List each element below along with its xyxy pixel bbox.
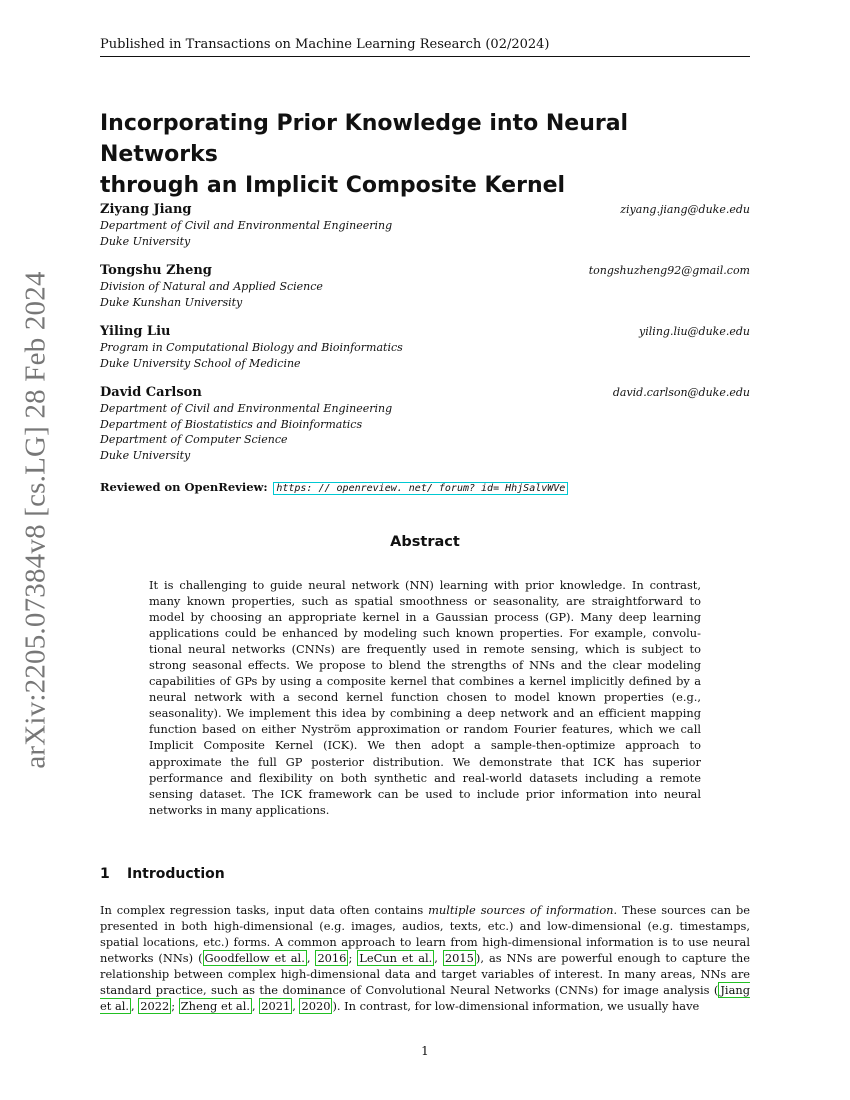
citation-link[interactable]: Goodfellow et al. xyxy=(204,951,305,966)
running-header: Published in Transactions on Machine Learning Research (02/2024) xyxy=(100,36,750,57)
citation-link[interactable]: Zheng et al. xyxy=(180,999,250,1014)
citation-separator: ; xyxy=(171,999,179,1014)
author-affiliation: Department of Biostatistics and Bioinformatics xyxy=(100,417,363,431)
citation-separator: , xyxy=(251,999,260,1014)
author-email[interactable]: david.carlson@duke.edu xyxy=(612,386,750,399)
section-title: Introduction xyxy=(127,866,225,882)
citation-separator: ; xyxy=(348,951,358,966)
author-email[interactable]: yiling.liu@duke.edu xyxy=(639,325,750,338)
title-line-2: through an Implicit Composite Kernel xyxy=(100,173,566,198)
author-name: David Carlson xyxy=(100,385,202,400)
citation-link[interactable]: 2016 xyxy=(317,951,347,966)
intro-text: ). In contrast, for low-dimensional information, we usually have xyxy=(332,999,700,1014)
author-affiliation: Department of Civil and Environmental Engineering xyxy=(100,219,393,232)
author-name: Ziyang Jiang xyxy=(100,202,192,217)
citation-separator: , xyxy=(131,999,139,1014)
author-affiliation: Duke University xyxy=(100,448,191,462)
citation-separator: , xyxy=(292,999,300,1014)
citation-link[interactable]: Jiang et al. xyxy=(100,983,750,1014)
author-affiliation: Department of Computer Science xyxy=(100,433,288,446)
author-block xyxy=(100,263,750,310)
citation-link[interactable]: 2021 xyxy=(261,999,291,1014)
arxiv-identifier-stamp: arXiv:2205.07384v8 [cs.LG] 28 Feb 2024 xyxy=(19,271,52,769)
openreview-line xyxy=(100,479,750,497)
section-heading xyxy=(100,864,750,884)
author-affiliation: Duke University School of Medicine xyxy=(100,356,301,370)
author-name: Tongshu Zheng xyxy=(100,263,212,278)
author-affiliation: Program in Computational Biology and Bioinformatics xyxy=(100,341,403,354)
openreview-label: Reviewed on OpenReview: xyxy=(100,480,268,494)
page-number: 1 xyxy=(421,1044,429,1058)
author-list xyxy=(100,202,750,477)
author-email[interactable]: tongshuzheng92@gmail.com xyxy=(588,264,750,277)
citation-link[interactable]: 2022 xyxy=(140,999,170,1014)
citation-link[interactable]: 2020 xyxy=(301,999,331,1014)
intro-text: In complex regression tasks, input data often contains xyxy=(100,903,429,917)
author-affiliation: Duke Kunshan University xyxy=(100,295,243,309)
citation-separator: , xyxy=(306,951,316,966)
paper-title xyxy=(100,108,750,201)
citation-separator: , xyxy=(434,951,443,966)
author-email[interactable]: ziyang.jiang@duke.edu xyxy=(620,203,750,216)
author-affiliation: Department of Civil and Environmental Engineering xyxy=(100,402,393,415)
section-number: 1 xyxy=(100,866,110,882)
author-block xyxy=(100,324,750,371)
title-line-1: Incorporating Prior Knowledge into Neural Networks xyxy=(100,111,629,167)
abstract-heading: Abstract xyxy=(390,534,460,550)
author-block xyxy=(100,385,750,463)
author-name: Yiling Liu xyxy=(100,324,171,339)
intro-emphasis: multiple sources of information. xyxy=(428,903,618,917)
openreview-link[interactable]: https: // openreview. net/ forum? id= HhjSalvWVe xyxy=(273,482,568,495)
author-affiliation: Duke University xyxy=(100,234,191,248)
author-affiliation: Division of Natural and Applied Science xyxy=(100,280,323,293)
citation-link[interactable]: 2015 xyxy=(444,951,474,966)
intro-text: ), as NNs are powerful enough to capture the relationship between complex high-dimensional data and target variables of interest. In many areas, NNs are standard practice, such as the dominance of Convolutional Neural Networks (CNNs) for image analysis ( xyxy=(100,951,751,998)
citation-link[interactable]: LeCun et al. xyxy=(359,951,433,966)
abstract-text: It is challenging to guide neural network (NN) learning with prior knowledge. In contrast, many known properties, such as spatial smoothness or seasonality, are straightforward to model by choosing an appropriate kernel in a Gaussian process (GP). Many deep learning applications could be enhanced by modeling such known properties. For example, convolutional neural networks (CNNs) are frequently used in remote sensing, which is subject to strong seasonal effects. We propose to blend the strengths of NNs and the clear modeling capabilities of GPs by using a composite kernel that combines a kernel implicitly defined by a neural network with a second kernel function chosen to model known properties (e.g., seasonality). We implement this idea by combining a deep network and an efficient mapping function based on either Nyström approximation or random Fourier features, which we call Implicit Composite Kernel (ICK). We then adopt a sample-then-optimize approach to approximate the full GP posterior distribution. We demonstrate that ICK has superior performance and flexibility on both synthetic and real-world datasets including a remote sensing dataset. The ICK framework can be used to include prior information into neural networks in many applications. xyxy=(149,578,701,817)
author-block xyxy=(100,202,750,249)
intro-text: These sources can be presented in both high-dimensional (e.g. images, audios, texts, etc.) and low-dimensional (e.g. timestamps, spatial locations, etc.) forms. A common approach to learn from high-dimensional information is to use neural networks (NNs) ( xyxy=(100,903,751,966)
introduction-paragraph xyxy=(100,902,750,1014)
